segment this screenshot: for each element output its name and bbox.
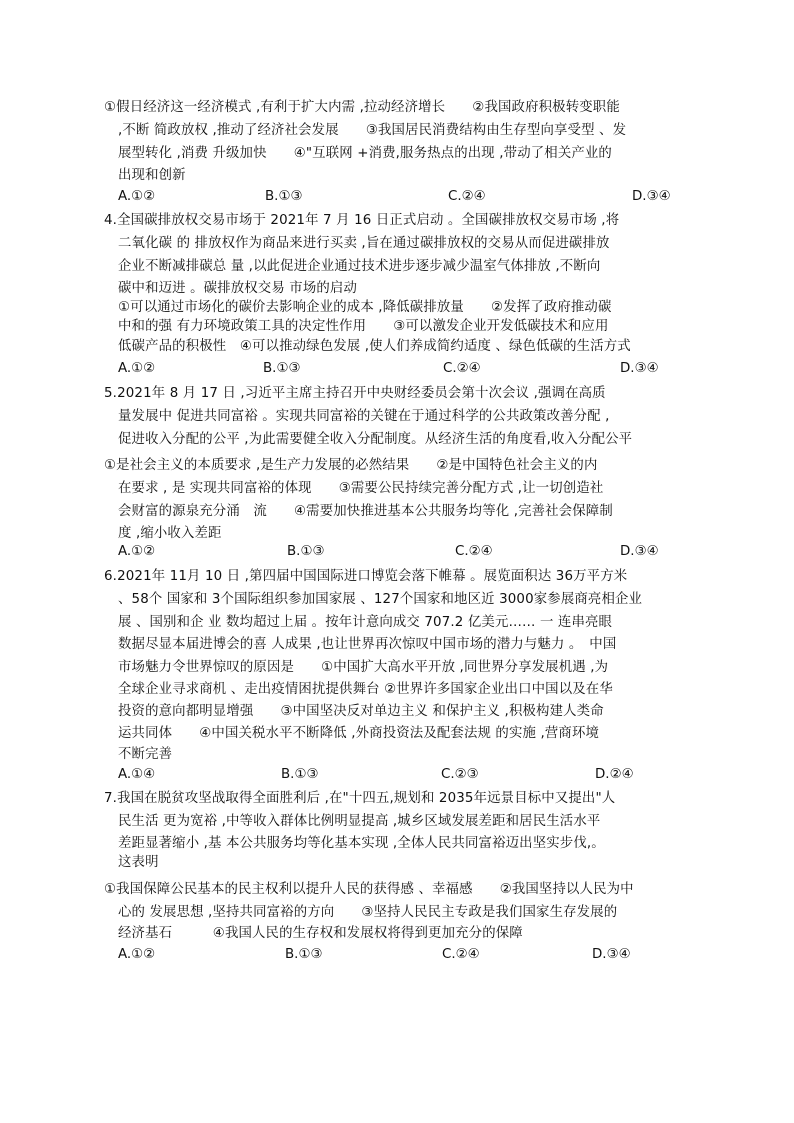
- q7-option-c[interactable]: C.②④: [442, 947, 480, 962]
- q3-line: ①假日经济这一经济模式 ,有利于扩大内需 ,拉动经济增长 ②我国政府积极转变职能: [104, 100, 620, 115]
- q6-stem-line: 6.2021年 11月 10 日 ,第四届中国国际进口博览会落下帷幕 。展览面积达 36万平方米: [104, 569, 628, 584]
- q5-option-d[interactable]: D.③④: [620, 544, 659, 559]
- q6-option-c[interactable]: C.②③: [441, 767, 479, 782]
- q6-stem-line: 展 、国别和企 业 数均超过上届 。按年计意向成交 707.2 亿美元…… 一 连串亮眼: [118, 615, 613, 630]
- q7-choice-line: 经济基石 ④我国人民的生存权和发展权将得到更加充分的保障: [118, 926, 523, 941]
- q5-option-a[interactable]: A.①②: [118, 544, 156, 559]
- q7-option-b[interactable]: B.①③: [285, 947, 323, 962]
- q5-choice-line: 度 ,缩小收入差距: [118, 526, 222, 541]
- q6-option-a[interactable]: A.①④: [118, 767, 156, 782]
- q4-choice-line: 中和的强 有力环境政策工具的决定性作用 ③可以激发企业开发低碳技术和应用: [118, 319, 609, 334]
- q5-stem-line: 5.2021年 8 月 17 日 ,习近平主席主持召开中央财经委员会第十次会议 ,强调在高质: [104, 386, 606, 401]
- q6-choice-line: 运共同体 ④中国关税水平不断降低 ,外商投资法及配套法规 的实施 ,营商环境: [118, 726, 600, 741]
- q4-choice-line: 低碳产品的积极性 ④可以推动绿色发展 ,使人们养成简约适度 、绿色低碳的生活方式: [118, 339, 631, 354]
- q4-stem-line: 碳中和迈进 。碳排放权交易 市场的启动: [118, 281, 358, 296]
- q5-option-c[interactable]: C.②④: [455, 544, 493, 559]
- q4-option-c[interactable]: C.②④: [443, 361, 481, 376]
- q6-stem-line: 数据尽显本届进博会的喜 人成果 ,也让世界再次惊叹中国市场的潜力与魅力 。 中国: [118, 637, 617, 652]
- q7-choice-line: ①我国保障公民基本的民主权利以提升人民的获得感 、幸福感 ②我国坚持以人民为中: [104, 882, 634, 897]
- q3-line: 出现和创新: [118, 168, 186, 183]
- q4-option-d[interactable]: D.③④: [620, 361, 659, 376]
- q4-stem-line: 二氧化碳 的 排放权作为商品来进行买卖 ,旨在通过碳排放权的交易从而促进碳排放: [118, 236, 610, 251]
- q4-choice-line: ①可以通过市场化的碳价去影响企业的成本 ,降低碳排放量 ②发挥了政府推动碳: [118, 300, 612, 315]
- q7-option-d[interactable]: D.③④: [592, 947, 631, 962]
- q6-option-b[interactable]: B.①③: [281, 767, 319, 782]
- q5-option-b[interactable]: B.①③: [287, 544, 325, 559]
- q4-option-a[interactable]: A.①②: [118, 361, 156, 376]
- q5-choice-line: ①是社会主义的本质要求 ,是生产力发展的必然结果 ②是中国特色社会主义的内: [104, 458, 598, 473]
- q3-line: ,不断 简政放权 ,推动了经济社会发展 ③我国居民消费结构由生存型向享受型 、发: [118, 123, 627, 138]
- q7-stem-line: 差距显著缩小 ,基 本公共服务均等化基本实现 ,全体人民共同富裕迈出坚实步伐,。: [118, 836, 605, 851]
- q7-option-a[interactable]: A.①②: [118, 947, 156, 962]
- q5-stem-line: 促进收入分配的公平 ,为此需要健全收入分配制度。从经济生活的角度看,收入分配公平: [118, 432, 633, 447]
- q6-stem-line: 、58个 国家和 3个国际组织参加国家展 、127个国家和地区近 3000家参展商亮相企业: [118, 592, 643, 607]
- q7-stem-line: 这表明: [118, 855, 159, 870]
- q3-option-d[interactable]: D.③④: [632, 189, 671, 204]
- q6-choice-line: 市场魅力令世界惊叹的原因是 ①中国扩大高水平开放 ,同世界分享发展机遇 ,为: [118, 660, 609, 675]
- q5-choice-line: 会财富的源泉充分涌 流 ④需要加快推进基本公共服务均等化 ,完善社会保障制: [118, 504, 613, 519]
- q6-option-d[interactable]: D.②④: [595, 767, 634, 782]
- q3-option-c[interactable]: C.②④: [448, 189, 486, 204]
- q6-choice-line: 全球企业寻求商机 、走出疫情困扰提供舞台 ②世界许多国家企业出口中国以及在华: [118, 682, 613, 697]
- q3-option-b[interactable]: B.①③: [265, 189, 303, 204]
- q4-stem-line: 企业不断减排碳总 量 ,以此促进企业通过技术进步逐步减少温室气体排放 ,不断向: [118, 259, 601, 274]
- q5-choice-line: 在要求 , 是 实现共同富裕的体现 ③需要公民持续完善分配方式 ,让一切创造社: [118, 481, 604, 496]
- q4-stem-line: 4.全国碳排放权交易市场于 2021年 7 月 16 日正式启动 。全国碳排放权交易市场 ,将: [104, 213, 620, 228]
- q6-choice-line: 不断完善: [118, 747, 173, 762]
- q6-choice-line: 投资的意向都明显增强 ③中国坚决反对单边主义 和保护主义 ,积极构建人类命: [118, 704, 604, 719]
- q7-stem-line: 民生活 更为宽裕 ,中等收入群体比例明显提高 ,城乡区域发展差距和居民生活水平: [118, 814, 601, 829]
- q3-option-a[interactable]: A.①②: [118, 189, 156, 204]
- q3-line: 展型转化 ,消费 升级加快 ④"互联网 +消费,服务热点的出现 ,带动了相关产业的: [118, 146, 612, 161]
- q4-option-b[interactable]: B.①③: [263, 361, 301, 376]
- q5-stem-line: 量发展中 促进共同富裕 。实现共同富裕的关键在于通过科学的公共政策改善分配 ,: [118, 409, 610, 424]
- q7-choice-line: 心的 发展思想 ,坚持共同富裕的方向 ③坚持人民民主专政是我们国家生存发展的: [118, 905, 618, 920]
- q7-stem-line: 7.我国在脱贫攻坚战取得全面胜利后 ,在"十四五,规划和 2035年远景目标中又提出"人: [104, 791, 616, 806]
